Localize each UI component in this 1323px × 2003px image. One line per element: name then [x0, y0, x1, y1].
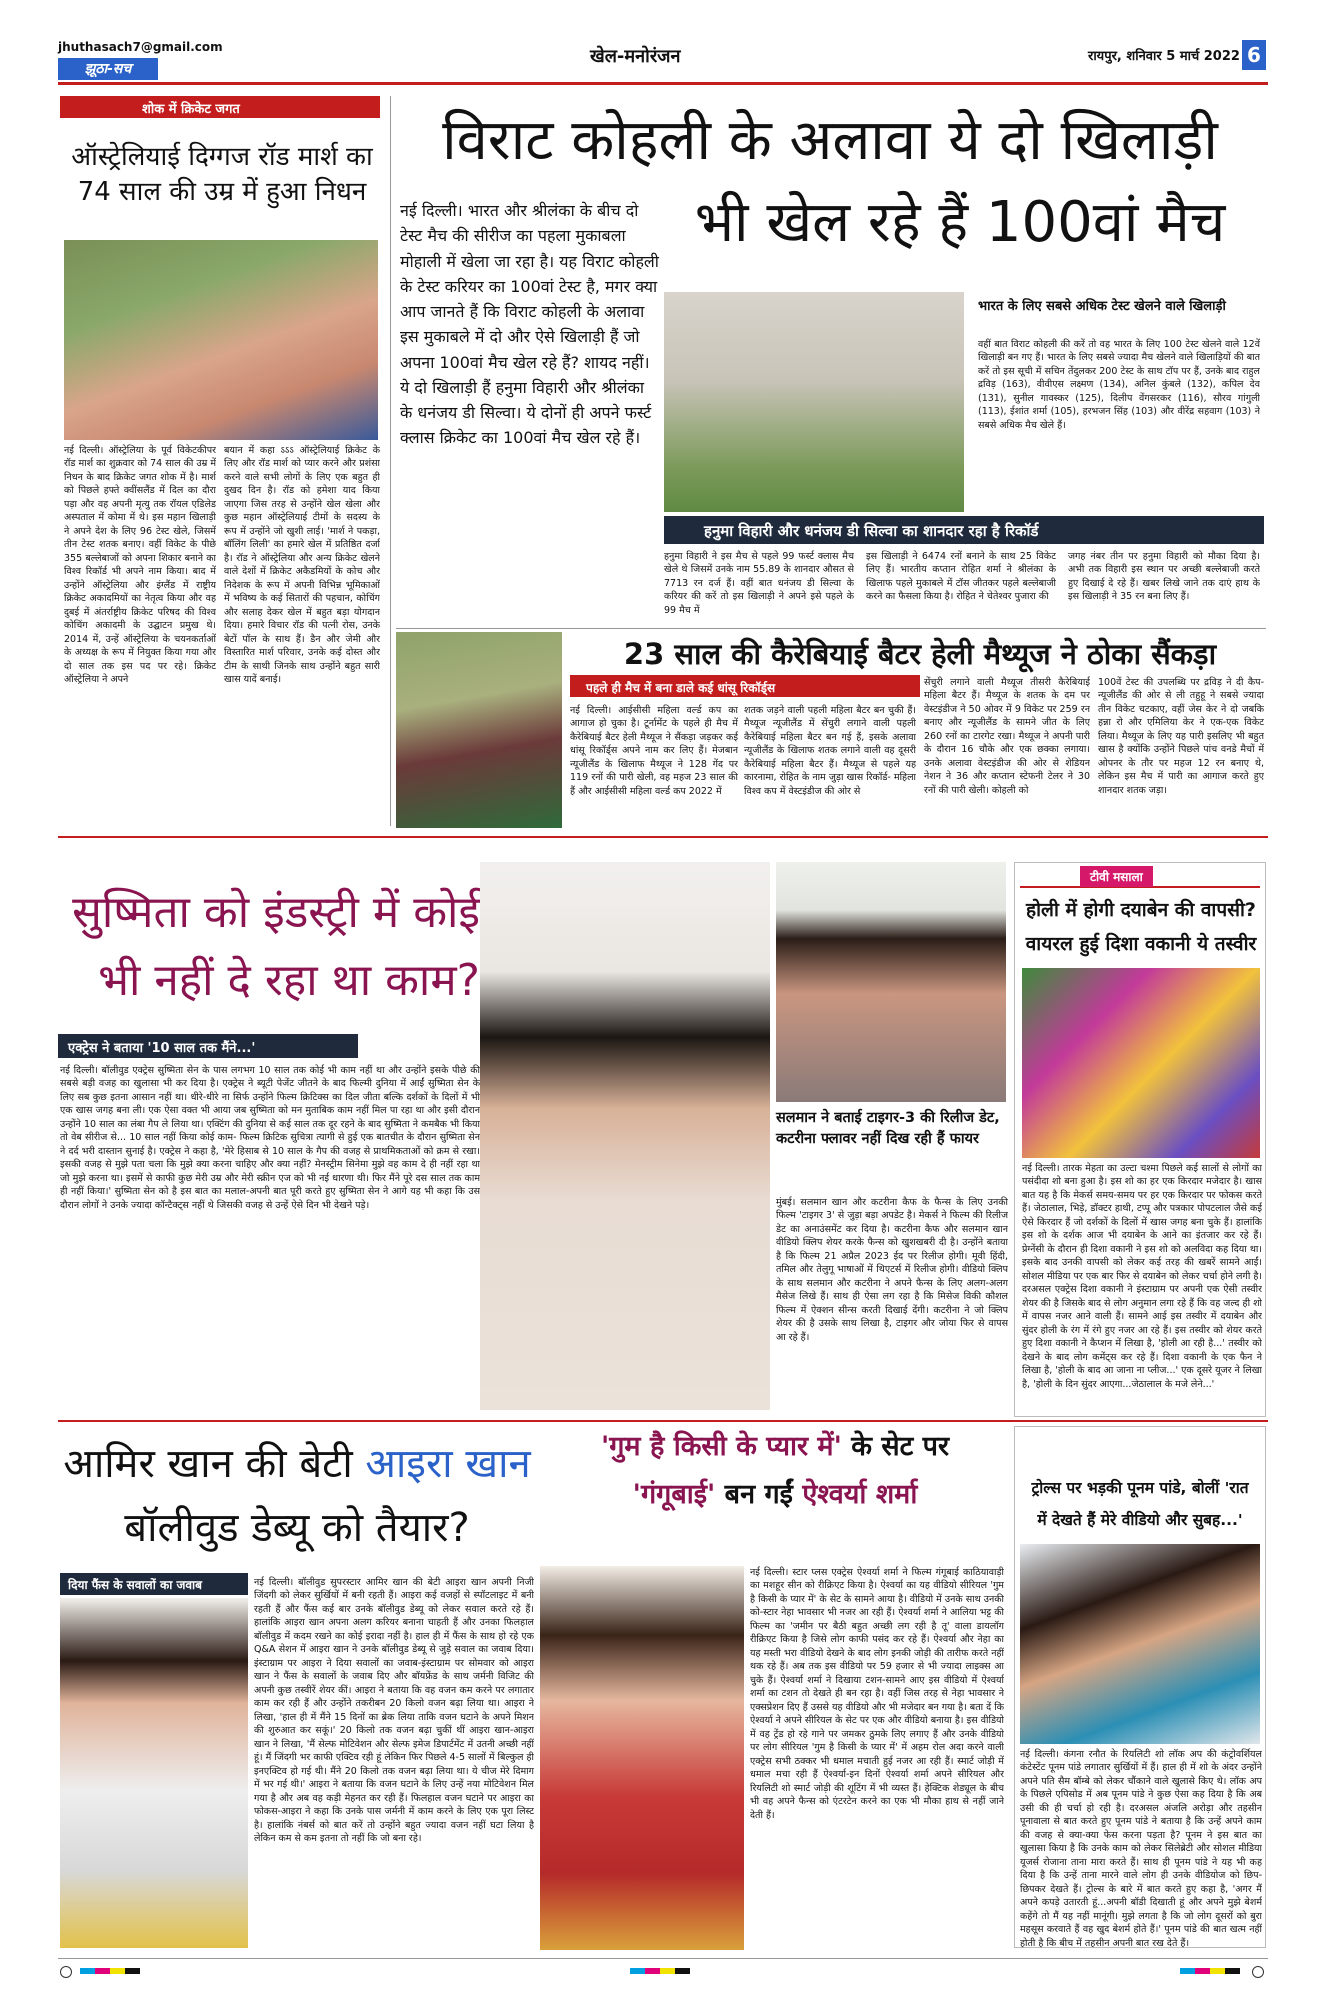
masthead: [0, 0, 1323, 86]
hayley-col3: सेंचुरी लगाने वाली मैथ्यूज तीसरी कैरेबियाई महिला बैटर हैं। मैथ्यूज के शतक के दम पर वेस्टइंडीज ने 50 ओवर में 9 विकेट पर 259 रन बनाए और न्यूजीलैंड के सामने जीत के लिए 260 रनों का टारगेट रखा। मैथ्यूज ने अपनी पारी के दौरान 16 चौके और एक छक्का लगाया। उनके अलावा वेस्टइंडीज की ओर से शेडियन नेशन ने 36 और कप्तान स्टेफनी टेलर ने 30 रनों की पारी खेली। कोहली को: [924, 677, 1090, 796]
tv-headline-2: वायरल हुई दिशा वकानी ये तस्वीर: [1025, 933, 1257, 955]
aamir-headline-2: बॉलीवुड डेब्यू को तैयार?: [124, 1505, 470, 1551]
color-bar-left: [80, 1968, 140, 1974]
aishwarya-headline-e: ऐश्वर्या शर्मा: [802, 1479, 918, 1510]
kohli-headline-1: विराट कोहली के अलावा ये दो खिलाड़ी: [442, 108, 1218, 173]
kohli-strip-label: हनुमा विहारी और धनंजय डी सिल्वा का शानदार रहा है रिकॉर्ड: [704, 522, 1039, 540]
sushmita-headline-2: भी नहीं दे रहा था काम?: [98, 955, 480, 1006]
katrina-body: मुंबई। सलमान खान और कटरीना कैफ के फैन्स के लिए उनकी फिल्म 'टाइगर 3' से जुड़ा बड़ा अपडेट है। मेकर्स ने फिल्म की रिलीज डेट का अनाउंसमेंट कर दिया है। कटरीना कैफ और सलमान खान वीडियो क्लिप शेयर करके फैन्स को खुशखबरी दी है। उन्होंने बताया है कि फिल्म 21 अप्रैल 2023 ईद पर रिलीज होगी। मूवी हिंदी, तमिल और तेलुगू भाषाओं में थिएटर्स में रिलीज होगी। वीडियो क्लिप के साथ सलमान और कटरीना ने अपने फैन्स के लिए अलग-अलग मैसेज लिखे हैं। साथ ही ऐसा लग रहा है कि मिसेज विकी कौशल फिल्म में ऐक्शन सीन्स करती दिखाई देंगी। कटरीना ने जो क्लिप शेयर की है उसके साथ लिखा है, टाइगर और जोया फिर से वापस आ रहे हैं।: [776, 1197, 1008, 1343]
kohli-photo: [664, 292, 964, 512]
obit-kicker-label: शोक में क्रिकेट जगत: [142, 102, 240, 117]
kohli-headline-2: भी खेल रहे हैं 100वां मैच: [694, 190, 1226, 255]
brand-logo: झूठा-सच: [58, 58, 158, 80]
poonam-photo: [1020, 1544, 1260, 1744]
masthead-rule: [58, 82, 1268, 85]
registration-mark-left: [60, 1966, 72, 1978]
aishwarya-headline-1: [540, 1426, 1010, 1463]
katrina-headline: सलमान ने बताई टाइगर-3 की रिलीज डेट, कटरीना फ्लावर नहीं दिख रही हैं फायर: [776, 1110, 1000, 1147]
tv-kicker-label: टीवी मसाला: [1080, 866, 1153, 887]
aishwarya-headline-d: बन गईं: [715, 1479, 803, 1510]
kohli-col3: जगह नंबर तीन पर हनुमा विहारी को मौका दिया है। अभी तक विहारी इस स्थान पर अच्छी बल्लेबाजी करते हुए दिखाई दे रहे हैं। खबर लिखे जाने तक दाएं हाथ के इस खिलाड़ी ने 35 रन बना लिए हैं।: [1068, 551, 1260, 603]
kohli-sidebar-body: वहीं बात विराट कोहली की करें तो वह भारत के लिए 100 टेस्ट खेलने वाले 12वें खिलाड़ी बन गए हैं। भारत के लिए सबसे ज्यादा मैच खेलने वाले खिलाड़ियों की बात करें तो इस सूची में सचिन तेंदुलकर 200 टेस्ट के साथ टॉप पर हैं, उनके बाद राहुल द्रविड़ (163), वीवीएस लक्ष्मण (134), अनिल कुंबले (132), कपिल देव (131), सुनील गावस्कर (125), दिलीप वेंगसरकर (116), सौरव गांगुली (113), ईशांत शर्मा (105), हरभजन सिंह (103) और वीरेंद्र सहवाग (103) ने सबसे अधिक मैच खेले हैं।: [978, 339, 1260, 431]
aishwarya-body: नई दिल्ली। स्टार प्लस एक्ट्रेस ऐश्वर्या शर्मा ने फिल्म गंगूबाई काठियावाड़ी का मशहूर सीन को रीक्रिएट किया है। ऐश्वर्या का यह वीडियो सीरियल 'गुम है किसी के प्यार में' के सेट के सामने आया है। वीडियो में उनके साथ उनकी को-स्टार नेहा भावसार भी नजर आ रही हैं। ऐश्वर्या शर्मा ने आलिया भट्ट की फिल्म का 'जमीन पर बैठी बहुत अच्छी लग रही है तू' वाला डायलॉग रीक्रिएट किया है जिसे लोग काफी पसंद कर रहे हैं। ऐश्वर्या और नेहा का यह मस्ती भरा वीडियो देखने के बाद लोग इनकी जोड़ी की तारीफ करते नहीं थक रहे हैं। अब तक इस वीडियो पर 59 हजार से भी ज्यादा लाइक्स आ चुके हैं। ऐश्वर्या शर्मा ने दिखाया टशन-सामने आए इस वीडियो में ऐश्वर्या शर्मा का टशन तो देखते ही बन रहा है। वहीं जिस तरह से नेहा भावसार ने एक्सप्रेशन दिए हैं उससे यह वीडियो और भी मजेदार बन गया है। बता दें कि ऐश्वर्या ने अपने सीरियल के सेट पर एक और वीडियो बनाया है। इस वीडियो में वह ट्रेंड हो रहे गाने पर जमकर ठुमके लिए लगाए हैं और उनके वीडियो पर लोग सीरियल 'गुम है किसी के प्यार में' में अहम रोल अदा करने वाली एक्ट्रेस सभी ठक्कर भी धमाल मचाती हुई नजर आ रही हैं। स्मार्ट जोड़ी में धमाल मचा रही हैं ऐश्वर्या-इन दिनों ऐश्वर्या शर्मा अपने सीरियल और रियलिटी शो स्मार्ट जोड़ी की शूटिंग में भी व्यस्त हैं। हेक्टिक शेड्यूल के बीच भी वह अपने फैन्स को एंटरटेन करने का एक भी मौका हाथ से नहीं जाने देती हैं।: [750, 1567, 1004, 1821]
poonam-body: नई दिल्ली। कंगना रनौत के रियलिटी शो लॉक अप की कंट्रोवर्शियल कंटेस्टेंट पूनम पांडे लगातार सुर्खियों में हैं। हाल ही में शो के अंदर उन्होंने अपने पति सैम बॉम्बे को लेकर चौंकाने वाले खुलासे किए थे। लॉक अप के पिछले एपिसोड में अब पूनम पांडे ने कुछ ऐसा कह दिया है कि अब उसी की ही चर्चा हो रही है। दरअसल अंजलि अरोड़ा और तहसीन पूनावाला से बात करते हुए पूनम पांडे ने बताया है कि उन्हें अपने काम की वजह से क्या-क्या फेस करना पड़ता है? पूनम ने इस बात का खुलासा किया है कि उनके काम को लेकर सिलेब्रेटी और सोशल मीडिया यूजर्स रोजाना ताना मारा करते हैं। साथ ही पूनम पांडे ने यह भी कह दिया है कि उन्हें ताना मारने वाले लोग ही उनके वीडियोज को छिप-छिपकर देखते हैं। ट्रोल्स के बारे में बात करते हुए कहा है, 'अगर मैं अपने कपड़े उतारती हूं...अपनी बॉडी दिखाती हूं और अपने मुझे बेशर्म कहेंगे तो मैं यह नहीं मानूंगी। मुझे लगता है कि जो लोग दूसरों को बुरा महसूस करवाते हैं वह खुद बेशर्म होते हैं।' पूनम पांडे की बात खत्म नहीं होती है कि बीच में तहसीन अपनी बात रख देते हैं।: [1020, 1749, 1262, 1948]
sushmita-body: नई दिल्ली। बॉलीवुड एक्ट्रेस सुष्मिता सेन के पास लगभग 10 साल तक कोई भी काम नहीं था और उन्होंने इसके पीछे की सबसे बड़ी वजह का खुलासा भी कर दिया है। एक्ट्रेस ने ब्यूटी पेजेंट जीतने के बाद फिल्मी दुनिया में आईं सुष्मिता सेन के लिए सब कुछ इतना आसान नहीं था। धीरे-धीरे ना सिर्फ उन्होंने फिल्म क्रिटिक्स का दिल जीता बल्कि दर्शकों के दिलों में भी एक खास जगह बना ली। एक ऐसा वक्त भी आया जब सुष्मिता को मन मुताबिक काम नहीं मिल पा रहा था और इसी दौरान उन्होंने 10 साल का लंबा गैप ले लिया था। एक्टिंग की दुनिया से कई साल तक दूर रहने के बाद सुष्मिता ने कमबैक भी किया तो वेब सीरीज से... 10 साल नहीं किया कोई काम- फिल्म क्रिटिक सुचित्रा त्यागी से हुई एक बातचीत के दौरान सुष्मिता सेन ने दर्द भरी दास्तान सुनाई है। एक्ट्रेस ने कहा है, 'मेरे हिसाब से 10 साल के गैप की वजह से प्राथमिकताओं को क्रम से रखा। इसकी वजह से मुझे पता चला कि मुझे क्या करना चाहिए और क्या नहीं? मेनस्ट्रीम सिनेमा मुझे वह काम दे ही नहीं रहा था जो मुझे करना था। इसमें से काफी कुछ मेरी उम्र और मेरी स्क्रीन एज को भी नई धारणा थी। फिर मैंने पूरे दस साल तक काम ही नहीं किया।' सुष्मिता सेन को है इस बात का मलाल-अपनी बात पूरी करते हुए सुष्मिता सेन ने आगे यह भी कहा कि उस दौरान लोगों ने उनके ज्यादा कॉन्टैक्ट्स नहीं थे जिसकी वजह से उन्हें ऐसे दिन भी देखने पड़े।: [60, 1065, 480, 1211]
tv-photo: [1022, 968, 1260, 1158]
aishwarya-headline-b: के सेट पर: [841, 1431, 950, 1462]
obit-photo: [64, 240, 378, 440]
hayley-headline: 23 साल की कैरेबियाई बैटर हेली मैथ्यूज ने ठोका सैंकड़ा: [623, 637, 1217, 671]
aishwarya-photo: [540, 1566, 744, 1950]
kohli-intro: नई दिल्ली। भारत और श्रीलंका के बीच दो टेस्ट मैच की सीरीज का पहला मुकाबला मोहाली में खेला जा रहा है। यह विराट कोहली के टेस्ट करियर का 100वां टेस्ट है, मगर क्या आप जानते हैं कि विराट कोहली के अलावा इस मुकाबले में दो और ऐसे खिलाड़ी हैं जो अपना 100वां मैच खेल रहे हैं? शायद नहीं। ये दो खिलाड़ी हैं हनुमा विहारी और श्रीलंका के धनंजय डी सिल्वा। ये दोनों ही अपने फर्स्ट क्लास क्रिकेट का 100वां मैच खेल रहे हैं।: [400, 201, 659, 448]
kohli-strip: [664, 516, 1264, 544]
obit-kicker: [60, 96, 380, 118]
kohli-col2: इस खिलाड़ी ने 6474 रनों बनाने के साथ 25 विकेट लिए हैं। भारतीय कप्तान रोहित शर्मा ने श्रीलंका के खिलाफ पहले मुकाबले में टॉस जीतकर पहले बल्लेबाजी करने का फैसला किया है। रोहित ने चेतेश्वर पुजारा की: [866, 551, 1056, 603]
section-title: खेल-मनोरंजन: [590, 46, 681, 67]
hayley-col4: 100वें टेस्ट की उपलब्धि पर द्रविड़ ने दी कैप-न्यूजीलैंड की ओर से ली तहुहू ने सबसे ज्यादा तीन विकेट चटकाए, वहीं जेस केर ने दो जबकि हन्ना रो और एमिलिया केर ने एक-एक विकेट लिया। मैथ्यूज के लिए यह पारी इसलिए भी बहुत खास है क्योंकि उन्होंने पिछले पांच वनडे मैचों में ओपनर के तौर पर महज 12 रन बनाए थे, लेकिन इस मैच में पारी का आगाज करते हुए शानदार शतक जड़ा।: [1098, 677, 1264, 796]
section-rule: [58, 836, 1268, 838]
hayley-col1: नई दिल्ली। आईसीसी महिला वर्ल्ड कप का आगाज हो चुका है। टूर्नामेंट के पहले ही मैच में कैरेबियाई बैटर हेली मैथ्यूज ने सैंकड़ा जड़कर कई धांसू रिकॉर्ड्स अपने नाम कर लिए हैं। मेजबान न्यूजीलैंड के खिलाफ मैथ्यूज ने 128 गेंद पर 119 रनों की पारी खेली, वह महज 23 साल की हैं और आईसीसी महिला वर्ल्ड कप 2022 में: [570, 705, 738, 797]
sushmita-subhead: [58, 1034, 358, 1058]
sushmita-subhead-label: एक्ट्रेस ने बताया '10 साल तक मैंने...': [68, 1041, 256, 1056]
aamir-caption-label: दिया फैंस के सवालों का जवाब: [68, 1578, 203, 1592]
aamir-headline-1: [60, 1434, 534, 1489]
aamir-headline-a: आमिर खान की बेटी: [63, 1441, 366, 1487]
kohli-bottom-rule: [396, 628, 1266, 629]
dateline: रायपुर, शनिवार 5 मार्च 2022: [1088, 49, 1240, 64]
hayley-col2: शतक जड़ने वाली पहली महिला बैटर बन चुकी हैं। मैथ्यूज न्यूजीलैंड में सेंचुरी लगाने वाली पहली कैरेबियाई महिला बैटर बन गई हैं, इसके अलावा न्यूजीलैंड के खिलाफ शतक लगाने वाली वह दूसरी कैरेबियाई महिला बैटर हैं। मैथ्यूज से पहले यह कारनामा, रोहित के नाम जुड़ा खास रिकॉर्ड- महिला विश्व कप में वेस्टइंडीज की ओर से: [744, 705, 916, 797]
aamir-body: नई दिल्ली। बॉलीवुड सुपरस्टार आमिर खान की बेटी आइरा खान अपनी निजी जिंदगी को लेकर सुर्खियों में बनी रहती हैं। आइरा कई वजहों से स्पॉटलाइट में बनी रहती हैं और फैंस कई बार उनके बॉलीवुड डेब्यू को लेकर सवाल करते रहे हैं। हालांकि आइरा खान अपना अलग करियर बनाना चाहती हैं और उनका फिलहाल बॉलीवुड में कदम रखने का कोई इरादा नहीं है। हाल ही में फैंस के साथ हो रहे एक Q&A सेशन में आइरा खान ने उनके बॉलीवुड डेब्यू से जुड़े सवाल का जवाब दिया। इंस्टाग्राम पर आइरा ने दिया सवालों का जवाब-इंस्टाग्राम पर सोमवार को आइरा खान ने फैंस के सवालों के जवाब दिए और बॉयफ्रेंड के साथ जर्मनी विजिट की अपनी कुछ तस्वीरें शेयर कीं। आइरा ने बताया कि वह वजन कम करने पर लगातार काम कर रही हैं और उन्होंने तकरीबन 20 किलो वजन बढ़ा लिया था। आइरा ने लिखा, 'हाल ही में मैंने 15 दिनों का ब्रेक लिया ताकि वजन घटाने के अपने मिशन की शुरुआत कर सकूं।' 20 किलो तक वजन बढ़ा चुकीं थीं आइरा खान-आइरा खान ने लिखा, 'मैं सेल्फ मोटिवेशन और सेल्फ इमेज डिपार्टमेंट में उतनी अच्छी नहीं हूं। मैं जिंदगी भर काफी एक्टिव रही हूं लेकिन फिर पिछले 4-5 सालों में बिल्कुल ही इनएक्टिव हो गई थी। मैंने 20 किलो तक वजन बढ़ा लिया था। ये चीज मेरे दिमाग में भर गई थी।' आइरा ने बताया कि वजन घटाने के लिए उन्हें नया मोटिवेशन मिल गया है और अब वह कड़ी मेहनत कर रही हैं। फिलहाल वजन घटाने पर आइरा का फोकस-आइरा ने कहा कि उनके पास जर्मनी में काम करने के लिए एक पूरा लिस्ट है। हालांकि नंबर्स को बात करें तो उन्होंने बहुत ज्यादा वजन नहीं घटा लिया है लेकिन कम से कम इतना तो नहीं कि जो बना रहे।: [254, 1577, 534, 1845]
aira-photo: [60, 1598, 248, 1948]
sushmita-headline-1: सुष्मिता को इंडस्ट्री में कोई: [72, 887, 480, 938]
obit-col2: बयान में कहा ऽऽऽ ऑस्ट्रेलियाई क्रिकेट के लिए और रॉड मार्श को प्यार करने और प्रशंसा करने वाले सभी लोगों के लिए एक बहुत ही दुखद दिन है। रॉड को हमेशा याद किया जाएगा जिस तरह से उन्होंने खेल खेला और कुछ महान ऑस्ट्रेलियाई टीमों के सदस्य के रूप में उन्होंने जो खुशी लाई। 'मार्श ने पकड़ा, बॉलिंग लिली' का हमारे खेल में प्रतिष्ठित दर्जा है। रॉड ने ऑस्ट्रेलिया और अन्य क्रिकेट खेलने वाले देशों में क्रिकेट अकैडमियों के कोच और निदेशक के रूप में अपनी विभिन्न भूमिकाओं में भविष्य के कई सितारों की पहचान, कोचिंग और सलाह देकर खेल में बहुत बड़ा योगदान दिया। हमारे विचार रॉड की पत्नी रोस, उनके बेटों पॉल के साथ हैं। डैन और जेमी और विस्तारित मार्श परिवार, उनके कई दोस्त और टीम के साथी जिनके साथ उन्होंने बहुत सारी खास यादें बनाई।: [224, 445, 380, 686]
tv-headline-1: होली में होगी दयाबेन की वापसी?: [1026, 899, 1256, 921]
aamir-caption: [60, 1573, 248, 1595]
aishwarya-headline-a: 'गुम है किसी के प्यार में': [600, 1431, 842, 1462]
hayley-photo: [396, 632, 562, 828]
aamir-headline-b: आइरा खान: [365, 1441, 531, 1487]
katrina-photo: [776, 862, 1006, 1102]
lower-rule: [58, 1420, 1268, 1422]
obit-headline: ऑस्ट्रेलियाई दिग्गज रॉड मार्श का 74 साल की उम्र में हुआ निधन: [71, 142, 373, 208]
color-bar-center: [630, 1968, 690, 1974]
obit-col1: नई दिल्ली। ऑस्ट्रेलिया के पूर्व विकेटकीपर रॉड मार्श का शुक्रवार को 74 साल की उम्र में निधन के बाद क्रिकेट जगत शोक में है। मार्श को पिछले हफ्ते क्वींसलैंड में दिल का दौरा पड़ा और वह अपनी मृत्यु तक रॉयल एडिलेड अस्पताल में कोमा में थे। इस महान खिलाड़ी ने अपने देश के लिए 96 टेस्ट खेले, जिसमें तीन टेस्ट शतक बनाए। वहीं विकेट के पीछे 355 बल्लेबाजों को अपना शिकार बनाने का विश्व रिकॉर्ड भी अपने नाम किया। बाद में उन्होंने ऑस्ट्रेलिया और इंग्लैंड में राष्ट्रीय क्रिकेट अकादमियों का नेतृत्व किया और वह दुबई में अंतर्राष्ट्रीय क्रिकेट परिषद की विश्व कोचिंग अकादमी के उद्घाटन प्रमुख थे। 2014 में, उन्हें ऑस्ट्रेलिया के चयनकर्ताओं के अध्यक्ष के रूप में नियुक्त किया गया और दो साल तक इस पद पर रहे। क्रिकेट ऑस्ट्रेलिया ने अपने: [64, 445, 216, 686]
poonam-headline-2: में देखते हैं मेरे वीडियो और सुबह...': [1037, 1511, 1243, 1529]
obit-col-rule: [390, 96, 391, 826]
kohli-sidebar-title: भारत के लिए सबसे अधिक टेस्ट खेलने वाले खिलाड़ी: [978, 299, 1226, 314]
aishwarya-headline-2: [540, 1474, 1010, 1511]
footer-rule: [58, 1958, 1268, 1959]
tv-kicker: [1020, 866, 1260, 888]
page-number: 6: [1242, 40, 1266, 70]
hayley-subhead: [570, 675, 920, 697]
hayley-subhead-label: पहले ही मैच में बना डाले कई धांसू रिकॉर्ड्स: [586, 681, 776, 695]
sushmita-photo: [480, 862, 770, 1410]
tv-body: नई दिल्ली। तारक मेहता का उल्टा चश्मा पिछले कई सालों से लोगों का पसंदीदा शो बना हुआ है। इस शो का हर एक किरदार मजेदार है। खास बात यह है कि मेकर्स समय-समय पर हर एक किरदार पर फोकस करते हैं। जेठालाल, भिड़े, डॉक्टर हाथी, टप्पू और पत्रकार पोपटलाल जैसे कई ऐसे किरदार हैं जो दर्शकों के दिलों में खास जगह बना चुके हैं। हालांकि इस शो के दर्शक आज भी दयाबेन के आने का इंतजार कर रहे हैं। प्रेग्नेंसी के दौरान ही दिशा वकानी ने इस शो को अलविदा कह दिया था। इसके बाद उनकी वापसी को लेकर कई तरह की खबरें सामने आईं। सोशल मीडिया पर एक बार फिर से दयाबेन को लेकर चर्चा होने लगी है। दरअसल एक्ट्रेस दिशा वकानी ने इंस्टाग्राम पर अपनी एक ऐसी तस्वीर शेयर की है जिसके बाद से लोग अनुमान लगा रहे हैं कि वह जल्द ही शो में वापस नजर आने वाली हैं। सामने आई इस तस्वीर में दयाबेन और सुंदर होली के रंग में रंगे हुए नजर आ रहे हैं। इस तस्वीर को शेयर करते हुए दिशा वकानी ने कैप्शन में लिखा है, 'होली आ रही है...' तस्वीर को देखने के बाद लोग कमेंट्स कर रहे हैं। दिशा वकानी के एक फैन ने लिखा है, 'होली के बाद आ जाना ना प्लीज...' एक दूसरे यूजर ने लिखा है, 'होली के दिन सुंदर आएगा...जेठालाल के मजे लेने...': [1022, 1163, 1262, 1390]
registration-mark-right: [1252, 1966, 1264, 1978]
poonam-headline-1: ट्रोल्स पर भड़की पूनम पांडे, बोलीं 'रात: [1031, 1479, 1249, 1497]
aishwarya-headline-c: 'गंगूबाई': [632, 1479, 716, 1510]
kohli-col1: हनुमा विहारी ने इस मैच से पहले 99 फर्स्ट क्लास मैच खेले थे जिसमें उनके नाम 55.89 के शानदार औसत से 7713 रन दर्ज हैं। वहीं बात धनंजय डी सिल्वा के करियर की करें तो इस खिलाड़ी ने अपने इसे पहले के 99 मैच में: [664, 551, 854, 616]
color-bar-right: [1180, 1968, 1240, 1974]
contact-email: jhuthasach7@gmail.com: [58, 40, 223, 54]
